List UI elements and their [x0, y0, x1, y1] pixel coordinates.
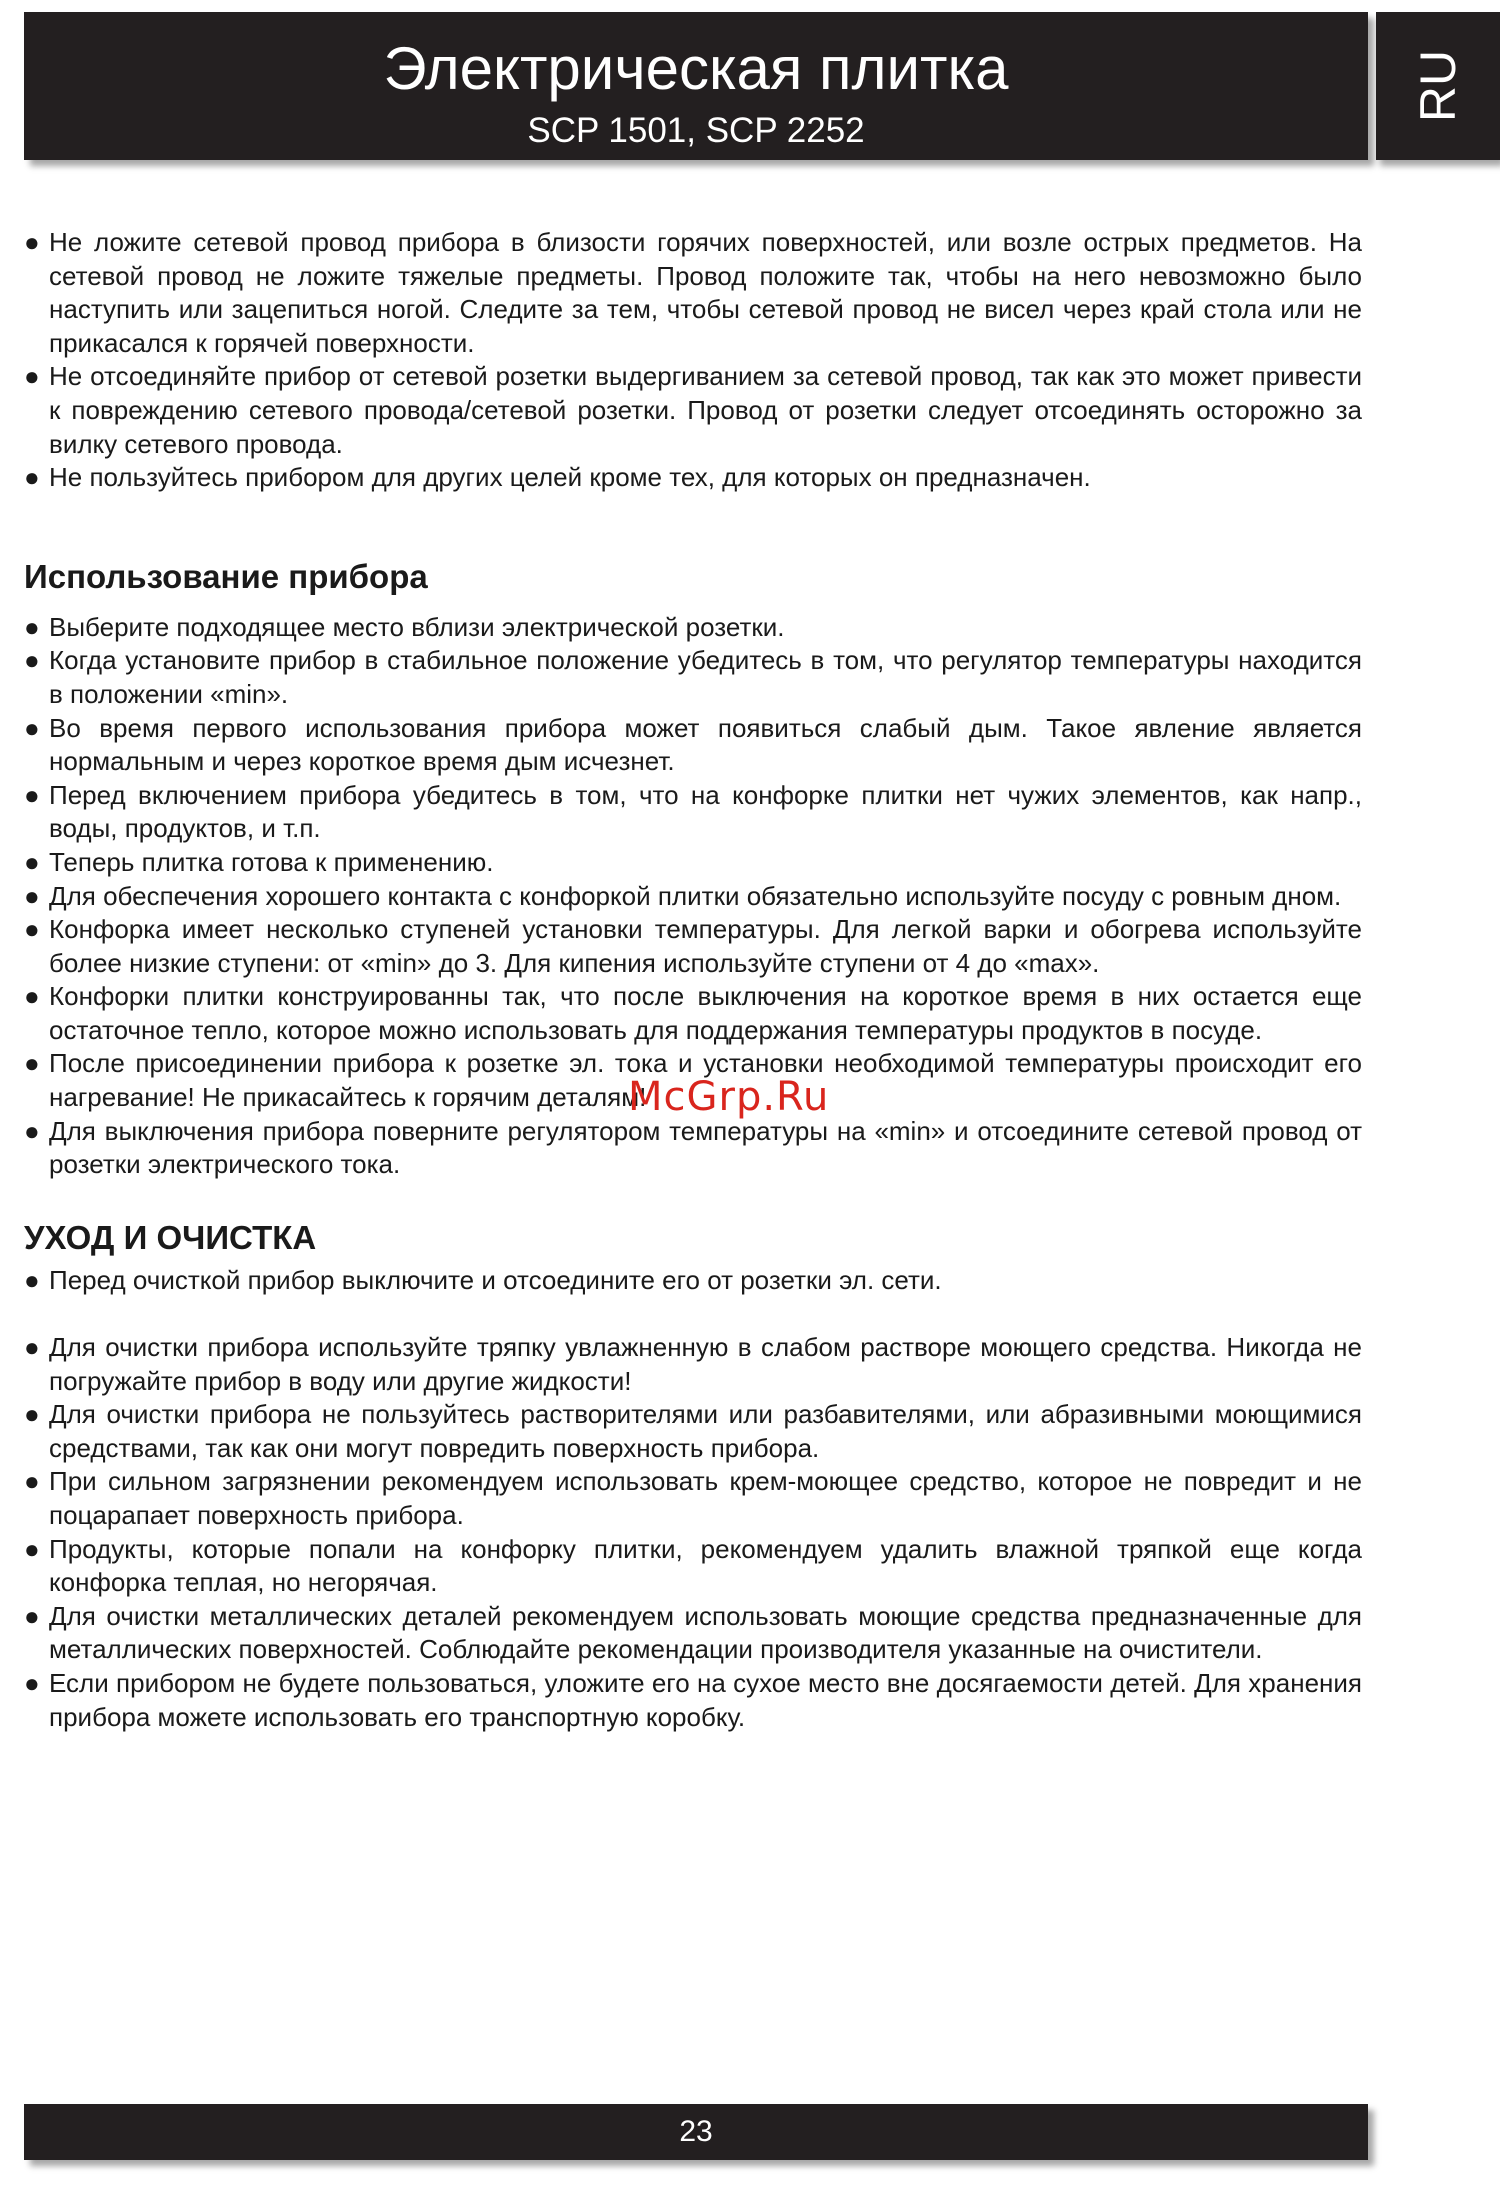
page-footer	[24, 2104, 1368, 2160]
safety-list	[24, 226, 1362, 495]
list-item-text: Когда установите прибор в стабильное положение убедитесь в том, что регулятор температуры находится в положении «min».	[49, 645, 1362, 709]
spacer	[24, 1297, 1362, 1331]
list-item-text: Конфорки плитки конструированны так, что после выключения на короткое время в них остается еще остаточное тепло, которое можно использовать для поддержания температуры продуктов в посуде.	[49, 981, 1362, 1045]
language-label: RU	[1410, 49, 1466, 123]
bullet-icon: ●	[24, 1264, 40, 1295]
list-item-text: При сильном загрязнении рекомендуем использовать крем-моющее средство, которое не повредит и не поцарапает поверхность прибора.	[49, 1466, 1362, 1530]
list-item	[24, 360, 1362, 461]
bullet-icon: ●	[24, 1667, 40, 1698]
list-item	[24, 980, 1362, 1047]
bullet-icon: ●	[24, 1048, 40, 1079]
list-item	[24, 1115, 1362, 1182]
bullet-icon: ●	[24, 1533, 40, 1564]
document-body	[24, 226, 1362, 1734]
list-item-text: Для обеспечения хорошего контакта с конфоркой плитки обязательно используйте посуду с ровным дном.	[49, 880, 1342, 911]
list-item-text: Не ложите сетевой провод прибора в близости горячих поверхностей, или возле острых предметов. На сетевой провод не ложите тяжелые предметы. Провод положите так, чтобы на него невозможно было наступить или зацепиться ногой. Следите за тем, чтобы сетевой провод не висел через край стола или не прикасался к горячей поверхности.	[49, 227, 1362, 358]
list-item	[24, 712, 1362, 779]
bullet-icon: ●	[24, 880, 40, 911]
bullet-icon: ●	[24, 227, 40, 257]
list-item-text: Теперь плитка готова к применению.	[49, 846, 494, 877]
bullet-icon: ●	[24, 1600, 40, 1631]
list-item	[24, 779, 1362, 846]
bullet-icon: ●	[24, 645, 40, 676]
page-title: Электрическая плитка	[383, 35, 1009, 102]
list-item-text: Не отсоединяйте прибор от сетевой розетки выдергиванием за сетевой провод, так как это может привести к повреждению сетевого провода/сетевой розетки. Провод от розетки следует отсоединять осторожно за вилку сетевого провода.	[49, 361, 1362, 459]
list-item-text: Выберите подходящее место вблизи электрической розетки.	[49, 611, 785, 642]
bullet-icon: ●	[24, 361, 40, 392]
list-item-text: Для очистки прибора используйте тряпку увлажненную в слабом растворе моющего средства. Никогда не погружайте прибор в воду или другие жидкости!	[49, 1332, 1362, 1396]
list-item	[24, 644, 1362, 711]
page-header	[24, 12, 1368, 160]
bullet-icon: ●	[24, 611, 40, 642]
bullet-icon: ●	[24, 1332, 40, 1363]
list-item	[24, 880, 1362, 914]
list-item-text: Перед очисткой прибор выключите и отсоедините его от розетки эл. сети.	[49, 1264, 942, 1295]
model-numbers: SCP 1501, SCP 2252	[527, 111, 865, 150]
bullet-icon: ●	[24, 779, 40, 810]
bullet-icon: ●	[24, 914, 40, 945]
list-item	[24, 1600, 1362, 1667]
usage-heading: Использование прибора	[24, 557, 428, 595]
watermark: McGrp.Ru	[628, 1074, 830, 1120]
list-item	[24, 1264, 1362, 1298]
care-list-continued	[24, 1331, 1362, 1734]
care-list	[24, 1264, 1362, 1298]
page-number: 23	[679, 2115, 713, 2148]
list-item-text: Конфорка имеет несколько ступеней установки температуры. Для легкой варки и обогрева используйте более низкие ступени: от «min» до 3. Для кипения используйте ступени от 4 до «max».	[49, 914, 1362, 978]
list-item-text: Для выключения прибора поверните регулятором температуры на «min» и отсоедините сетевой провод от розетки электрического тока.	[49, 1115, 1362, 1180]
language-tab	[1376, 12, 1500, 160]
list-item	[24, 1533, 1362, 1600]
list-item	[24, 611, 1362, 645]
list-item	[24, 1667, 1362, 1734]
bullet-icon: ●	[24, 846, 40, 877]
list-item-text: Для очистки прибора не пользуйтесь растворителями или разбавителями, или абразивными моющимися средствами, так как они могут повредить поверхность прибора.	[49, 1399, 1362, 1463]
list-item	[24, 461, 1362, 495]
bullet-icon: ●	[24, 981, 40, 1012]
list-item	[24, 846, 1362, 880]
bullet-icon: ●	[24, 1466, 40, 1497]
bullet-icon: ●	[24, 712, 40, 743]
bullet-icon: ●	[24, 462, 40, 493]
list-item-text: Во время первого использования прибора может появиться слабый дым. Такое явление является нормальным и через короткое время дым исчезнет.	[49, 712, 1362, 777]
list-item	[24, 1465, 1362, 1532]
list-item-text: Продукты, которые попали на конфорку плитки, рекомендуем удалить влажной тряпкой еще когда конфорка теплая, но негорячая.	[49, 1533, 1362, 1598]
list-item-text: Перед включением прибора убедитесь в том, что на конфорке плитки нет чужих элементов, как напр., воды, продуктов, и т.п.	[49, 779, 1362, 844]
list-item	[24, 1398, 1362, 1465]
list-item	[24, 226, 1362, 360]
care-heading: УХОД И ОЧИСТКА	[24, 1218, 317, 1256]
bullet-icon: ●	[24, 1399, 40, 1430]
list-item	[24, 1331, 1362, 1398]
list-item-text: Не пользуйтесь прибором для других целей кроме тех, для которых он предназначен.	[49, 462, 1091, 493]
list-item-text: Для очистки металлических деталей рекомендуем использовать моющие средства предназначенные для металлических поверхностей. Соблюдайте рекомендации производителя указанные на очистители.	[49, 1600, 1362, 1665]
bullet-icon: ●	[24, 1115, 40, 1146]
list-item-text: После присоединении прибора к розетке эл. тока и установки необходимой температуры происходит его нагревание! Не прикасайтесь к горячим деталям!	[49, 1048, 1362, 1113]
list-item	[24, 913, 1362, 980]
list-item-text: Если прибором не будете пользоваться, уложите его на сухое место вне досягаемости детей. Для хранения прибора можете использовать его транспортную коробку.	[49, 1667, 1362, 1732]
